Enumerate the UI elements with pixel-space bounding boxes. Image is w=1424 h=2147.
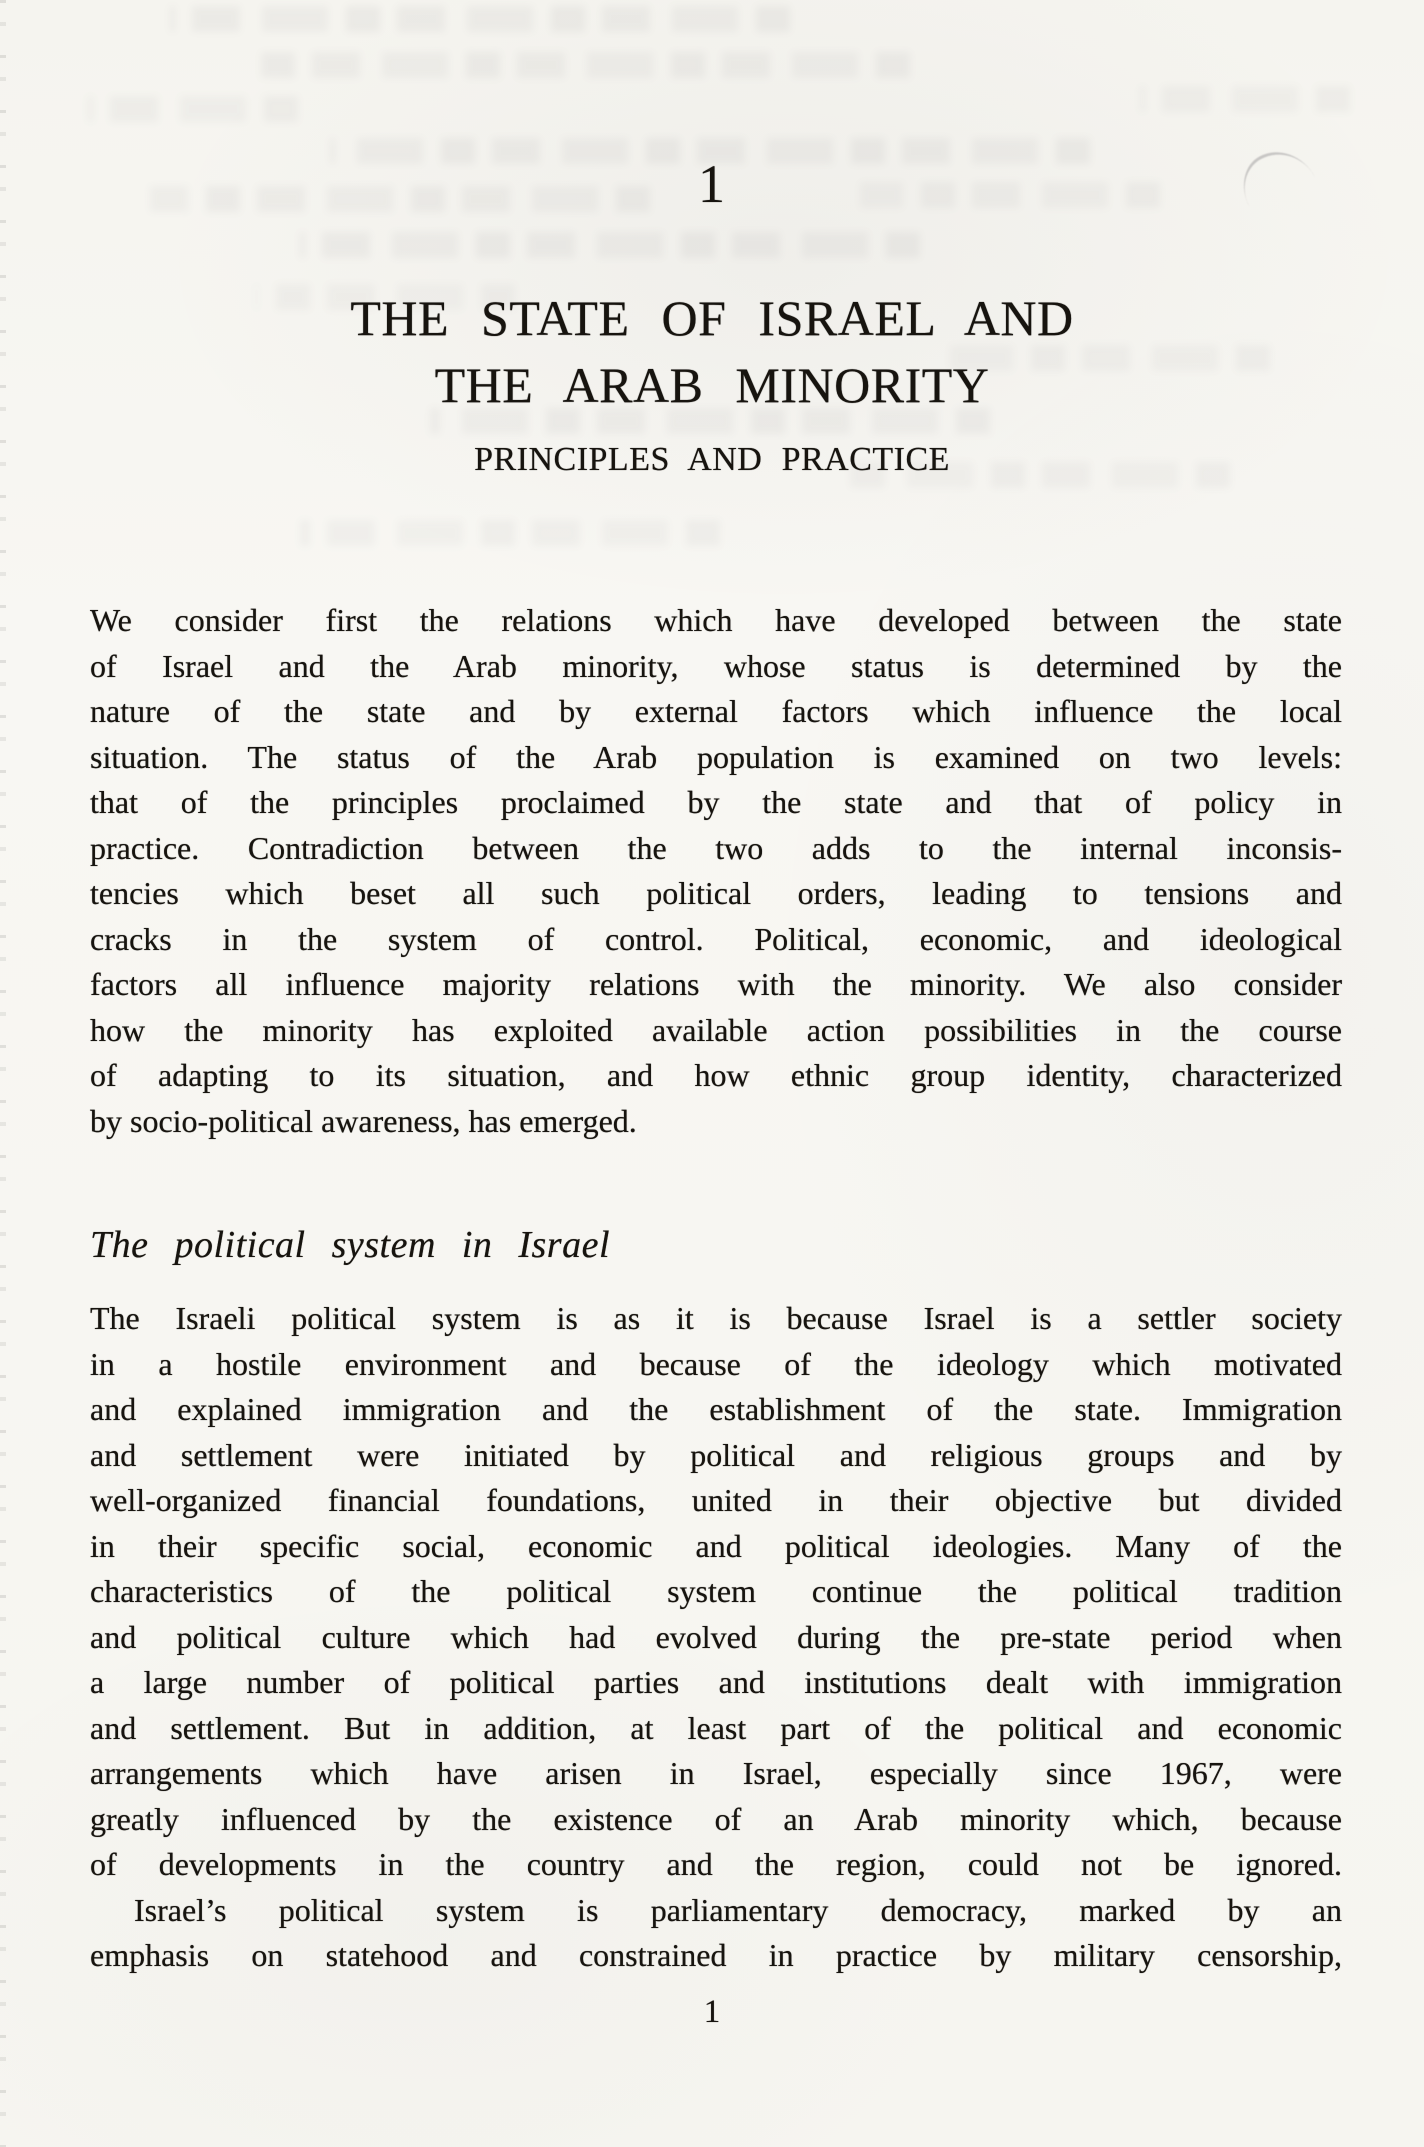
paragraph-line: The Israeli political system is as it is because Israel is a settler society bbox=[90, 1300, 1342, 1336]
section-heading: The political system in Israel bbox=[90, 1224, 611, 1266]
paragraph-line: of developments in the country and the region, could not be ignored. bbox=[90, 1846, 1342, 1882]
paragraph-line: We consider first the relations which have developed between the state bbox=[90, 602, 1342, 638]
paragraph-line: in a hostile environment and because of the ideology which motivated bbox=[90, 1345, 1342, 1382]
paragraph-line: and explained immigration and the establishment of the state. Immigration bbox=[90, 1391, 1342, 1427]
paragraph-line: by socio-political awareness, has emerged. bbox=[90, 1102, 637, 1139]
chapter-number: 1 bbox=[698, 154, 726, 214]
paragraph-line: cracks in the system of control. Political, economic, and ideological bbox=[90, 920, 1342, 957]
paragraph-line: well-organized financial foundations, united in their objective but divided bbox=[90, 1482, 1342, 1518]
paragraph-line: arrangements which have arisen in Israel, especially since 1967, were bbox=[90, 1755, 1342, 1791]
paragraph-line: of Israel and the Arab minority, whose status is determined by the bbox=[90, 647, 1342, 684]
paragraph-line: of adapting to its situation, and how ethnic group identity, characterized bbox=[90, 1057, 1342, 1093]
body-paragraph bbox=[90, 1296, 1342, 1979]
paragraph-line: and political culture which had evolved during the pre-state period when bbox=[90, 1618, 1342, 1655]
paragraph-line: and settlement were initiated by political and religious groups and by bbox=[90, 1436, 1342, 1473]
paragraph-line: and settlement. But in addition, at least part of the political and economic bbox=[90, 1709, 1342, 1746]
paragraph-line: Israel’s political system is parliamentary democracy, marked by an bbox=[134, 1891, 1342, 1928]
chapter-title-line-2: THE ARAB MINORITY bbox=[434, 357, 990, 413]
paragraph-line: factors all influence majority relations with the minority. We also consider bbox=[90, 966, 1342, 1002]
paragraph-line: nature of the state and by external factors which influence the local bbox=[90, 693, 1342, 729]
chapter-title-line-1: THE STATE OF ISRAEL AND bbox=[350, 290, 1074, 346]
bleed-through-text bbox=[300, 232, 920, 258]
paragraph-line: practice. Contradiction between the two adds to the internal inconsis- bbox=[90, 829, 1342, 866]
page-number: 1 bbox=[703, 1994, 721, 2030]
paragraph-line: how the minority has exploited available action possibilities in the course bbox=[90, 1011, 1342, 1048]
intro-paragraph bbox=[90, 598, 1342, 1144]
bleed-through-text bbox=[300, 520, 720, 546]
paragraph-line: situation. The status of the Arab population is examined on two levels: bbox=[90, 738, 1342, 775]
paragraph-line: in their specific social, economic and political ideologies. Many of the bbox=[90, 1527, 1342, 1564]
bleed-through-text bbox=[170, 6, 790, 32]
paragraph-line: greatly influenced by the existence of an Arab minority which, because bbox=[90, 1800, 1342, 1837]
chapter-subtitle: PRINCIPLES AND PRACTICE bbox=[474, 441, 950, 478]
bleed-through-text bbox=[250, 52, 910, 78]
paragraph-line: a large number of political parties and institutions dealt with immigration bbox=[90, 1664, 1342, 1700]
bleed-through-text bbox=[1140, 86, 1350, 112]
paragraph-line: emphasis on statehood and constrained in practice by military censorship, bbox=[90, 1937, 1342, 1973]
paragraph-line: tencies which beset all such political orders, leading to tensions and bbox=[90, 875, 1342, 911]
bleed-through-text bbox=[88, 96, 298, 122]
paragraph-line: that of the principles proclaimed by the state and that of policy in bbox=[90, 784, 1342, 820]
paragraph-line: characteristics of the political system continue the political tradition bbox=[90, 1573, 1342, 1609]
